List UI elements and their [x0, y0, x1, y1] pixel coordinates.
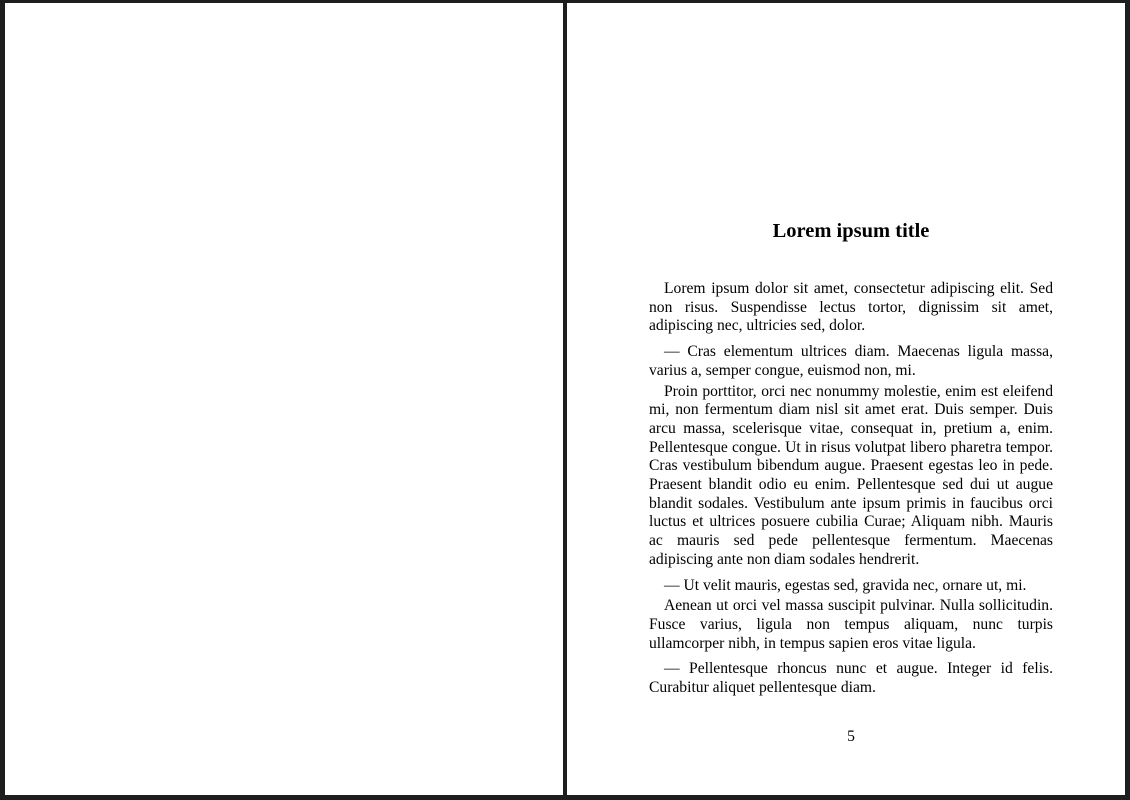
dialogue-paragraph: — Ut velit mauris, egestas sed, gravida nec, ornare ut, mi. — [664, 576, 1027, 594]
paragraph: Lorem ipsum dolor sit amet, consectetur adipiscing elit. Sed non risus. Suspendisse lectus tortor, dignissim sit amet, adipiscing nec, ultricies sed, dolor. — [649, 280, 1053, 335]
left-page — [5, 3, 563, 795]
dialogue-paragraph: — Pellentesque rhoncus nunc et augue. Integer id felis. Curabitur aliquet pellentesque diam. — [649, 660, 1053, 697]
page-title: Lorem ipsum title — [772, 220, 930, 242]
paragraph: Aenean ut orci vel massa suscipit pulvinar. Nulla sollicitudin. Fusce varius, ligula non tempus aliquam, nunc turpis ullamcorper nibh, in tempus sapien eros vitae ligula. — [649, 597, 1053, 652]
paragraph: Proin porttitor, orci nec nonummy molestie, enim est eleifend mi, non fermentum diam nisl sit amet erat. Duis semper. Duis arcu massa, scelerisque vitae, consequat in, pretium a, enim. Pellentesque congue. Ut in risus volutpat libero pharetra tempor. Cras vestibulum bibendum augue. Praesent egestas leo in pede. Praesent blandit odio eu enim. Pellentesque sed dui ut augue blandit sodales. Vestibulum ante ipsum primis in faucibus orci luctus et ultrices posuere cubilia Curae; Aliquam nibh. Mauris ac mauris sed pede pellentesque fermentum. Maecenas adipiscing ante non diam sodales hendrerit. — [649, 382, 1053, 568]
dialogue-paragraph: — Cras elementum ultrices diam. Maecenas ligula massa, varius a, semper congue, euismod non, mi. — [649, 343, 1053, 379]
page-body — [649, 280, 1053, 698]
page-number: 5 — [847, 728, 855, 745]
right-page — [567, 3, 1125, 795]
